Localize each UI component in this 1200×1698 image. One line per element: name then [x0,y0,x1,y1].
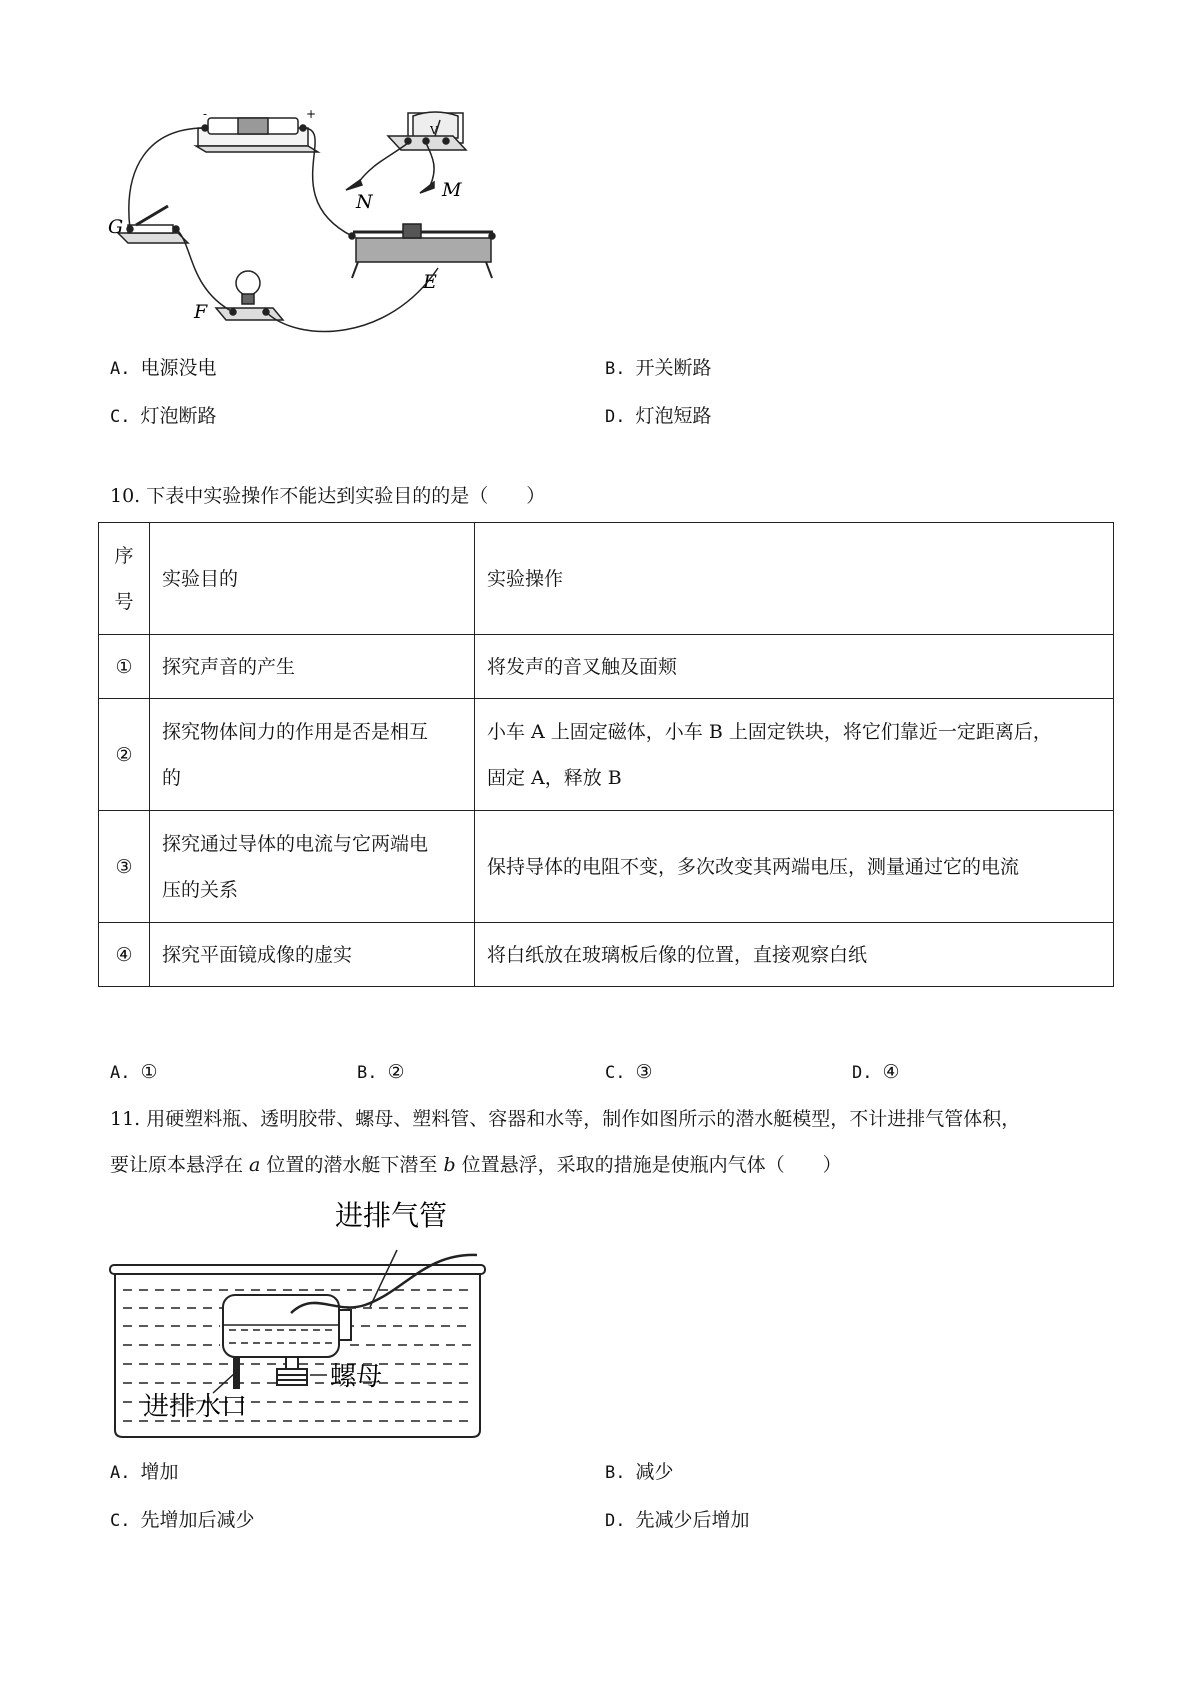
bulb [216,271,283,320]
rheostat [349,224,495,278]
option-text: 先增加后减少 [140,1509,255,1531]
row-operation-text-2: 固定 A，释放 B [487,766,622,789]
plus-label: + [306,108,317,121]
row-purpose [150,923,475,987]
option-text: 电源没电 [140,357,217,379]
q11-option-a[interactable] [110,1460,179,1485]
row-num: ① [99,635,150,699]
row-operation-text: 小车 A 上固定磁体，小车 B 上固定铁块，将它们靠近一定距离后， [487,720,1052,743]
label-e: E [423,271,437,293]
table-row [99,811,1114,923]
header-num-line1: 序 [114,544,134,567]
row-num: ② [99,699,150,811]
row-purpose-text-2: 压的关系 [162,878,239,901]
option-text: 增加 [140,1461,179,1483]
row-operation-text: 将白纸放在玻璃板后像的位置，直接观察白纸 [487,943,868,966]
option-label: A. [110,1463,131,1483]
label-tube: 进排气管 [335,1199,448,1232]
row-operation-text: 将发声的音叉触及面颊 [487,655,678,678]
option-label: C. [605,1063,626,1083]
label-g: G [108,216,124,238]
q9-option-a[interactable] [110,356,217,381]
header-purpose: 实验目的 [150,523,475,635]
option-label: B. [605,1463,626,1483]
port-leader-line [213,1373,235,1393]
q11-stem-part: 要让原本悬浮在 [110,1154,250,1176]
option-label: D. [852,1063,873,1083]
option-text: ④ [882,1061,900,1083]
minus-label: - [203,108,208,121]
option-label: D. [605,1511,626,1531]
row-purpose [150,635,475,699]
clip-n-icon [346,180,362,190]
tube [291,1255,477,1313]
nut-icon [277,1357,307,1385]
row-purpose-text: 探究平面镜成像的虚实 [162,943,353,966]
header-num [99,523,150,635]
q9-option-b[interactable] [605,356,712,381]
label-port: 进排水口 [143,1392,248,1422]
q11-option-b[interactable] [605,1460,674,1485]
label-nut: 螺母 [330,1362,383,1392]
q11-var-a: a [249,1154,261,1176]
option-label: D. [605,407,626,427]
q11-stem-line2 [110,1152,842,1178]
submarine-figure [105,1195,535,1445]
option-text: 开关断路 [635,357,712,379]
option-text: 灯泡短路 [635,405,712,427]
tube-leader-line [370,1250,397,1307]
table-row [99,699,1114,811]
option-label: A. [110,1063,131,1083]
row-operation [475,699,1114,811]
label-f: F [194,301,208,323]
label-n: N [356,191,373,213]
option-label: B. [605,359,626,379]
row-purpose [150,699,475,811]
q11-var-b: b [443,1154,456,1176]
row-purpose-text: 探究通过导体的电流与它两端电 [162,832,429,855]
q9-option-d[interactable] [605,404,712,429]
row-operation [475,923,1114,987]
q10-stem: 10. 下表中实验操作不能达到实验目的的是（ ） [110,485,546,507]
q11-stem-part: 位置的潜水艇下潜至 [260,1154,444,1176]
option-text: ③ [635,1061,653,1083]
row-operation [475,635,1114,699]
option-label: C. [110,1511,131,1531]
q10-option-a[interactable] [110,1060,158,1085]
row-purpose-text-2: 的 [162,766,182,789]
option-text: 先减少后增加 [635,1509,750,1531]
row-purpose [150,811,475,923]
row-purpose-text: 探究物体间力的作用是否是相互 [162,720,429,743]
option-text: 减少 [635,1461,674,1483]
q11-option-c[interactable] [110,1508,255,1533]
option-text: 灯泡断路 [140,405,217,427]
experiment-table [98,522,1114,987]
voltmeter-v-label: V [430,124,438,137]
label-m: M [442,179,462,201]
battery [196,118,318,152]
circuit-figure [108,108,548,378]
q10-option-b[interactable] [357,1060,405,1085]
row-num: ④ [99,923,150,987]
option-label: A. [110,359,131,379]
header-operation: 实验操作 [475,523,1114,635]
q11-stem-part: 位置悬浮，采取的措施是使瓶内气体（ ） [455,1154,842,1176]
row-purpose-text: 探究声音的产生 [162,655,296,678]
table-row [99,635,1114,699]
table-row [99,923,1114,987]
row-operation [475,811,1114,923]
table-header-row [99,523,1114,635]
q10-option-d[interactable] [852,1060,900,1085]
row-num: ③ [99,811,150,923]
option-label: B. [357,1063,378,1083]
row-operation-text: 保持导体的电阻不变，多次改变其两端电压，测量通过它的电流 [487,855,1020,878]
q9-option-c[interactable] [110,404,217,429]
q11-stem-line1: 11. 用硬塑料瓶、透明胶带、螺母、塑料管、容器和水等，制作如图所示的潜水艇模型，不计进排气管体积， [110,1108,1021,1130]
option-text: ① [140,1061,158,1083]
option-text: ② [387,1061,405,1083]
clip-m-icon [420,182,434,193]
q10-option-c[interactable] [605,1060,653,1085]
header-num-line2: 号 [114,590,134,613]
q11-option-d[interactable] [605,1508,750,1533]
option-label: C. [110,407,131,427]
